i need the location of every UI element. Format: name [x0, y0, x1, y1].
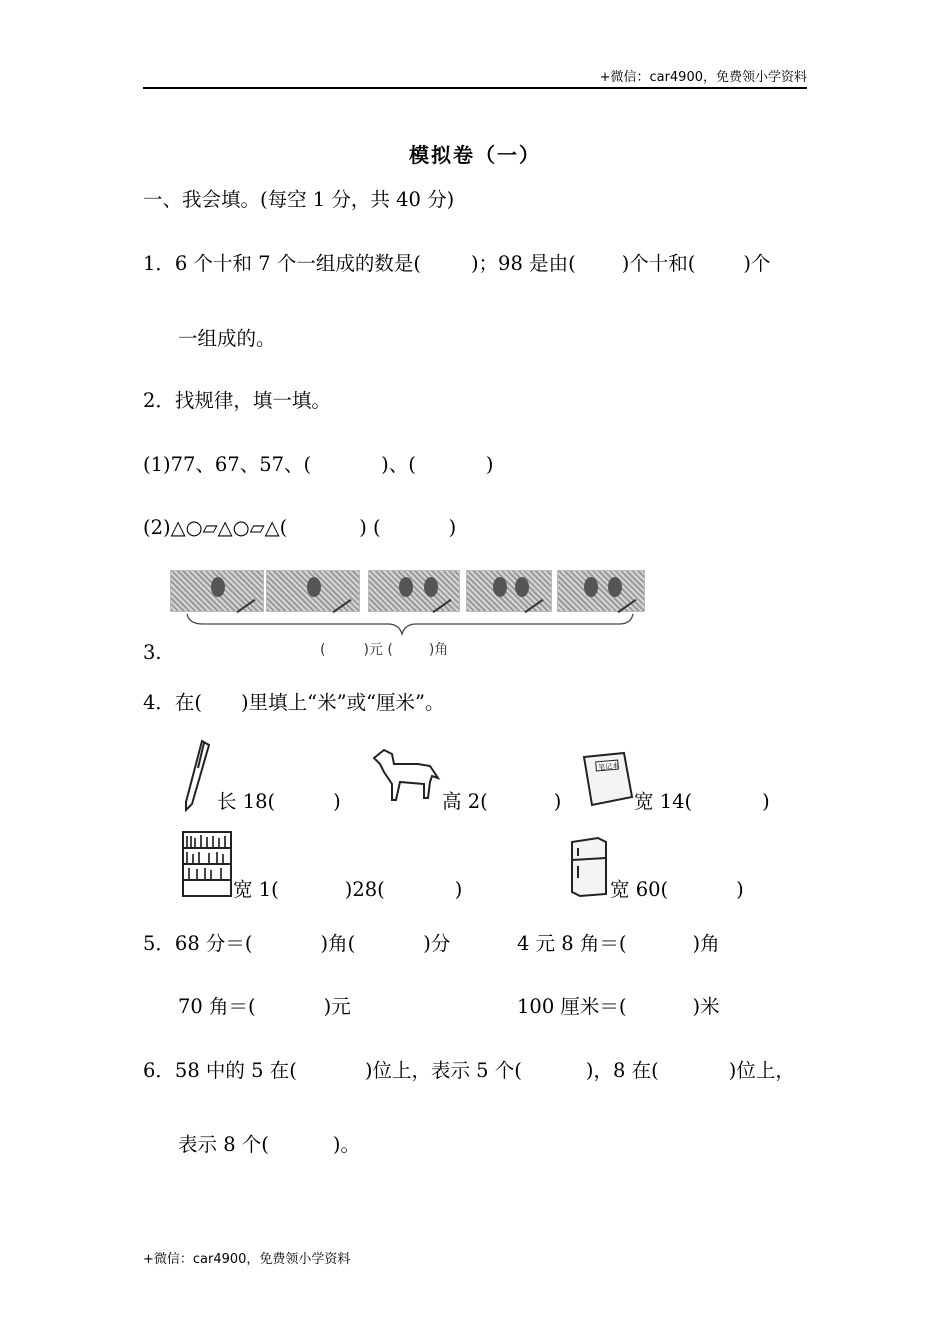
q1-text-b: )；98 是由(: [470, 252, 576, 275]
section-heading: 一、我会填。(每空 1 分，共 40 分): [143, 188, 455, 211]
q6-d: )位上，: [728, 1059, 795, 1082]
q5-a1: 68 分＝(: [174, 932, 253, 955]
q2-part-1: [143, 453, 494, 477]
q4-shelf-text: [233, 878, 462, 902]
pen-icon: [180, 738, 212, 812]
question-6: [143, 1059, 795, 1083]
question-number: 1．: [143, 252, 175, 275]
q4-horse-a: 高 2(: [442, 790, 488, 813]
question-number: 4．: [143, 691, 175, 714]
q4-shelf-a: 宽 1(: [233, 878, 279, 901]
q4-fridge-a: 宽 60(: [610, 878, 669, 901]
money-image: [368, 570, 460, 612]
money-image: [266, 570, 360, 612]
q4-fridge-b: ): [736, 878, 744, 901]
q2-p1-c: ): [485, 453, 494, 476]
q4-horse-b: ): [553, 790, 562, 813]
question-4: [143, 691, 445, 715]
refrigerator-icon: [568, 836, 610, 898]
q3-label-b: )元 (: [363, 642, 393, 658]
q4-horse-text: [442, 790, 561, 814]
bookshelf-icon: [181, 830, 233, 898]
q6-b: )位上，表示 5 个(: [364, 1059, 522, 1082]
q4-pen-b: ): [333, 790, 341, 813]
footer-watermark: +微信：car4900，免费领小学资料: [143, 1252, 351, 1267]
q6-line2-a: 表示 8 个(: [178, 1133, 269, 1156]
q2-p2-a: (2)△○▱△○▱△(: [143, 516, 288, 539]
page-title: 模拟卷（一）: [409, 143, 541, 167]
q4-book-a: 宽 14(: [634, 790, 693, 813]
header-rule: [143, 87, 807, 89]
q4-book-b: ): [762, 790, 770, 813]
q4-pen-text: [217, 790, 341, 814]
q4-fridge-text: [610, 878, 744, 902]
q4-pen-a: 长 18(: [217, 790, 276, 813]
q2-p2-b: ) (: [359, 516, 381, 539]
brace-icon: [183, 612, 635, 636]
q6-line2-b: )。: [332, 1133, 361, 1156]
q3-answer-label: [320, 639, 448, 659]
q5-item-b: [517, 932, 720, 956]
question-number: 5．: [143, 932, 175, 955]
q1-text-d: )个: [743, 252, 771, 275]
q5-a2: )角(: [320, 932, 356, 955]
question-2: [143, 389, 331, 413]
q5-d1: 100 厘米＝(: [517, 995, 627, 1018]
q2-p2-c: ): [448, 516, 457, 539]
q5-c2: )元: [323, 995, 351, 1018]
q5-b2: )角: [692, 932, 720, 955]
question-3-number: 3.: [143, 641, 162, 664]
q1-line-2: 一组成的。: [178, 327, 276, 350]
q6-a: 58 中的 5 在(: [174, 1059, 297, 1082]
q6-c: )，8 在(: [585, 1059, 659, 1082]
notebook-cover-label: 笔记本: [597, 761, 620, 772]
q5-d2: )米: [692, 995, 720, 1018]
header-watermark: +微信：car4900，免费领小学资料: [599, 70, 807, 85]
money-image: [466, 570, 552, 612]
q5-item-c: [178, 995, 351, 1019]
q1-text-c: )个十和(: [621, 252, 696, 275]
notebook-icon: [578, 751, 636, 807]
q4-shelf-b: )28(: [344, 878, 385, 901]
q5-a3: )分: [423, 932, 451, 955]
money-image: [170, 570, 264, 612]
q2-text: 找规律，填一填。: [174, 389, 331, 412]
q4-text: 在( )里填上“米”或“厘米”。: [174, 691, 445, 714]
q3-label-c: )角: [428, 642, 449, 658]
q2-part-2: [143, 516, 456, 540]
q5-b1: 4 元 8 角＝(: [517, 932, 627, 955]
horse-icon: [370, 748, 442, 808]
q2-p1-b: )、(: [381, 453, 416, 476]
money-image: [557, 570, 645, 612]
question-number: 6．: [143, 1059, 175, 1082]
q5-c1: 70 角＝(: [178, 995, 256, 1018]
q1-text-a: 6 个十和 7 个一组成的数是(: [174, 252, 421, 275]
q6-line-2: [178, 1133, 360, 1157]
q2-p1-a: (1)77、67、57、(: [143, 453, 312, 476]
question-number: 2．: [143, 389, 175, 412]
q3-label-a: (: [320, 642, 326, 658]
q4-shelf-c: ): [454, 878, 463, 901]
question-1: [143, 252, 771, 276]
q5-item-d: [517, 995, 720, 1019]
question-5: [143, 932, 450, 956]
q4-book-text: [634, 790, 770, 814]
